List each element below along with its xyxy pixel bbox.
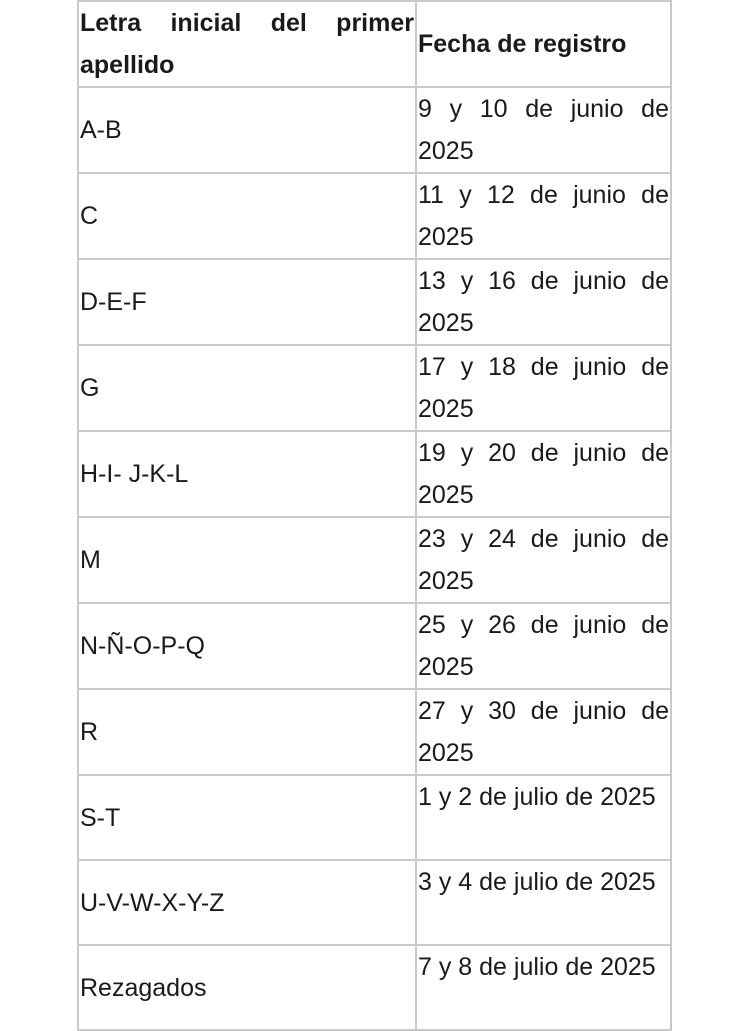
table-row — [78, 517, 671, 603]
row-letter: A-B — [78, 87, 416, 173]
row-date: 7 y 8 de julio de 2025 — [416, 945, 671, 1030]
row-letter: N-Ñ-O-P-Q — [78, 603, 416, 689]
table-row — [78, 345, 671, 431]
table-row — [78, 87, 671, 173]
row-date: 3 y 4 de julio de 2025 — [416, 860, 671, 945]
row-date: 11 y 12 de junio de 2025 — [416, 173, 671, 259]
table-row — [78, 603, 671, 689]
table-row — [78, 431, 671, 517]
table-row — [78, 173, 671, 259]
header-letter: Letra inicial del primer apellido — [78, 1, 416, 87]
row-date: 9 y 10 de junio de 2025 — [416, 87, 671, 173]
row-letter: Rezagados — [78, 945, 416, 1030]
table-row — [78, 259, 671, 345]
table-row — [78, 775, 671, 860]
row-letter: D-E-F — [78, 259, 416, 345]
row-date: 25 y 26 de junio de 2025 — [416, 603, 671, 689]
row-letter: H-I- J-K-L — [78, 431, 416, 517]
table-header-row — [78, 1, 671, 87]
table-row — [78, 945, 671, 1030]
row-letter: M — [78, 517, 416, 603]
row-date: 17 y 18 de junio de 2025 — [416, 345, 671, 431]
registration-schedule-table — [77, 0, 672, 1031]
row-letter: R — [78, 689, 416, 775]
row-letter: C — [78, 173, 416, 259]
row-letter: S-T — [78, 775, 416, 860]
row-letter: U-V-W-X-Y-Z — [78, 860, 416, 945]
row-date: 13 y 16 de junio de 2025 — [416, 259, 671, 345]
row-date: 19 y 20 de junio de 2025 — [416, 431, 671, 517]
table-row — [78, 860, 671, 945]
row-date: 27 y 30 de junio de 2025 — [416, 689, 671, 775]
row-date: 23 y 24 de junio de 2025 — [416, 517, 671, 603]
table-row — [78, 689, 671, 775]
header-date: Fecha de registro — [416, 1, 671, 87]
row-date: 1 y 2 de julio de 2025 — [416, 775, 671, 860]
row-letter: G — [78, 345, 416, 431]
